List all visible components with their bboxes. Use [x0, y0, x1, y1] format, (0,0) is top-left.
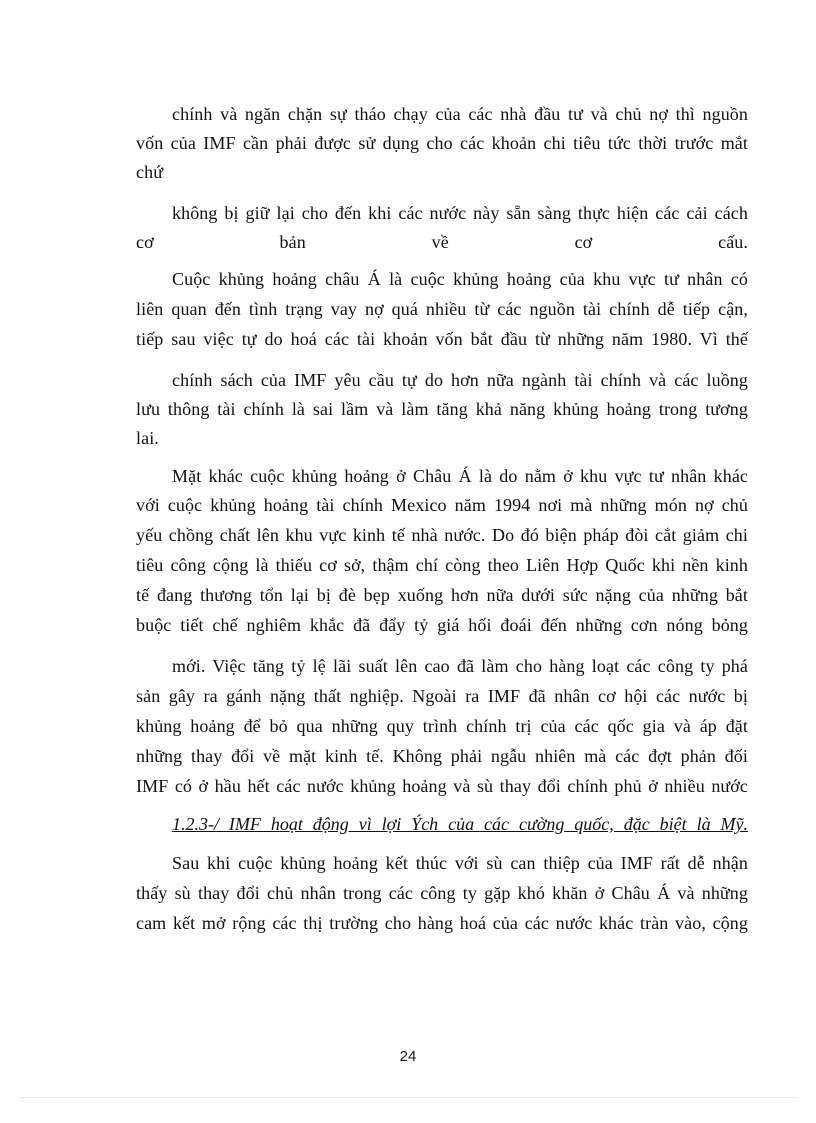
- text-line: với cuộc khủng hoảng tài chính Mexico năm 1994 nơi mà những món nợ chủ: [136, 495, 748, 515]
- text-line: Sau khi cuộc khủng hoảng kết thúc với sù can thiệp của IMF rất dễ nhận: [172, 853, 748, 873]
- text-line: mới. Việc tăng tỷ lệ lãi suất lên cao đã làm cho hàng loạt các công ty phá: [172, 656, 748, 676]
- text-line: Cuộc khủng hoảng châu Á là cuộc khủng hoảng của khu vực tư nhân có: [172, 269, 748, 289]
- text-line: tế đang thương tổn lại bị đè bẹp xuống hơn nữa dưới sức nặng của những bắt: [136, 585, 748, 605]
- text-line: tiêu công cộng là thiếu cơ sở, thậm chí còng theo Liên Hợp Quốc khi nền kinh: [136, 555, 748, 575]
- text-line: chứ: [136, 162, 164, 182]
- text-line: liên quan đến tình trạng vay nợ quá nhiều từ các nguồn tài chính dễ tiếp cận,: [136, 299, 748, 319]
- text-line: thấy sù thay đổi chủ nhân trong các công ty gặp khó khăn ở Châu Á và những: [136, 883, 748, 903]
- text-line: lưu thông tài chính là sai lầm và làm tăng khả năng khủng hoảng trong tương: [136, 399, 748, 419]
- text-line: Mặt khác cuộc khủng hoảng ở Châu Á là do nằm ở khu vực tư nhân khác: [172, 466, 748, 486]
- text-line: sản gây ra gánh nặng thất nghiệp. Ngoài ra IMF đã nhân cơ hội các nước bị: [136, 686, 748, 706]
- text-line: tiếp sau việc tự do hoá các tài khoản vốn bắt đầu từ những năm 1980. Vì thế: [136, 329, 748, 349]
- text-line: buộc tiết chế nghiêm khắc đã đẩy tỷ giá hối đoái đến những cơn nóng bỏng: [136, 615, 748, 635]
- text-line: yếu chồng chất lên khu vực kinh tế nhà nước. Do đó biện pháp đòi cắt giảm chi: [136, 525, 748, 545]
- footer-divider: [20, 1097, 796, 1098]
- page-number: 24: [399, 1048, 417, 1065]
- text-line: chính sách của IMF yêu cầu tự do hơn nữa ngành tài chính và các luồng: [172, 370, 748, 390]
- text-line: cam kết mở rộng các thị trường cho hàng hoá của các nước khác tràn vào, cộng: [136, 913, 748, 933]
- text-line: chính và ngăn chặn sự tháo chạy của các nhà đầu tư và chủ nợ thì nguồn: [172, 104, 748, 124]
- text-line: cơ bản về cơ cấu.: [136, 232, 748, 252]
- text-line: khủng hoảng để bỏ qua những quy trình chính trị của các qốc gia và áp đặt: [136, 716, 748, 736]
- text-line: lai.: [136, 428, 159, 448]
- section-heading: 1.2.3-/ IMF hoạt động vì lợi Ých của các cường quốc, đặc biệt là Mỹ.: [172, 814, 748, 834]
- text-line: IMF có ở hầu hết các nước khủng hoảng và sù thay đổi chính phủ ở nhiều nước: [136, 776, 748, 796]
- text-line: những thay đổi về mặt kinh tế. Không phải ngẫu nhiên mà các đợt phản đối: [136, 746, 748, 766]
- text-line: vốn của IMF cần phải được sử dụng cho các khoản chi tiêu tức thời trước mắt: [136, 133, 748, 153]
- text-line: không bị giữ lại cho đến khi các nước này sẵn sàng thực hiện các cải cách: [172, 203, 748, 223]
